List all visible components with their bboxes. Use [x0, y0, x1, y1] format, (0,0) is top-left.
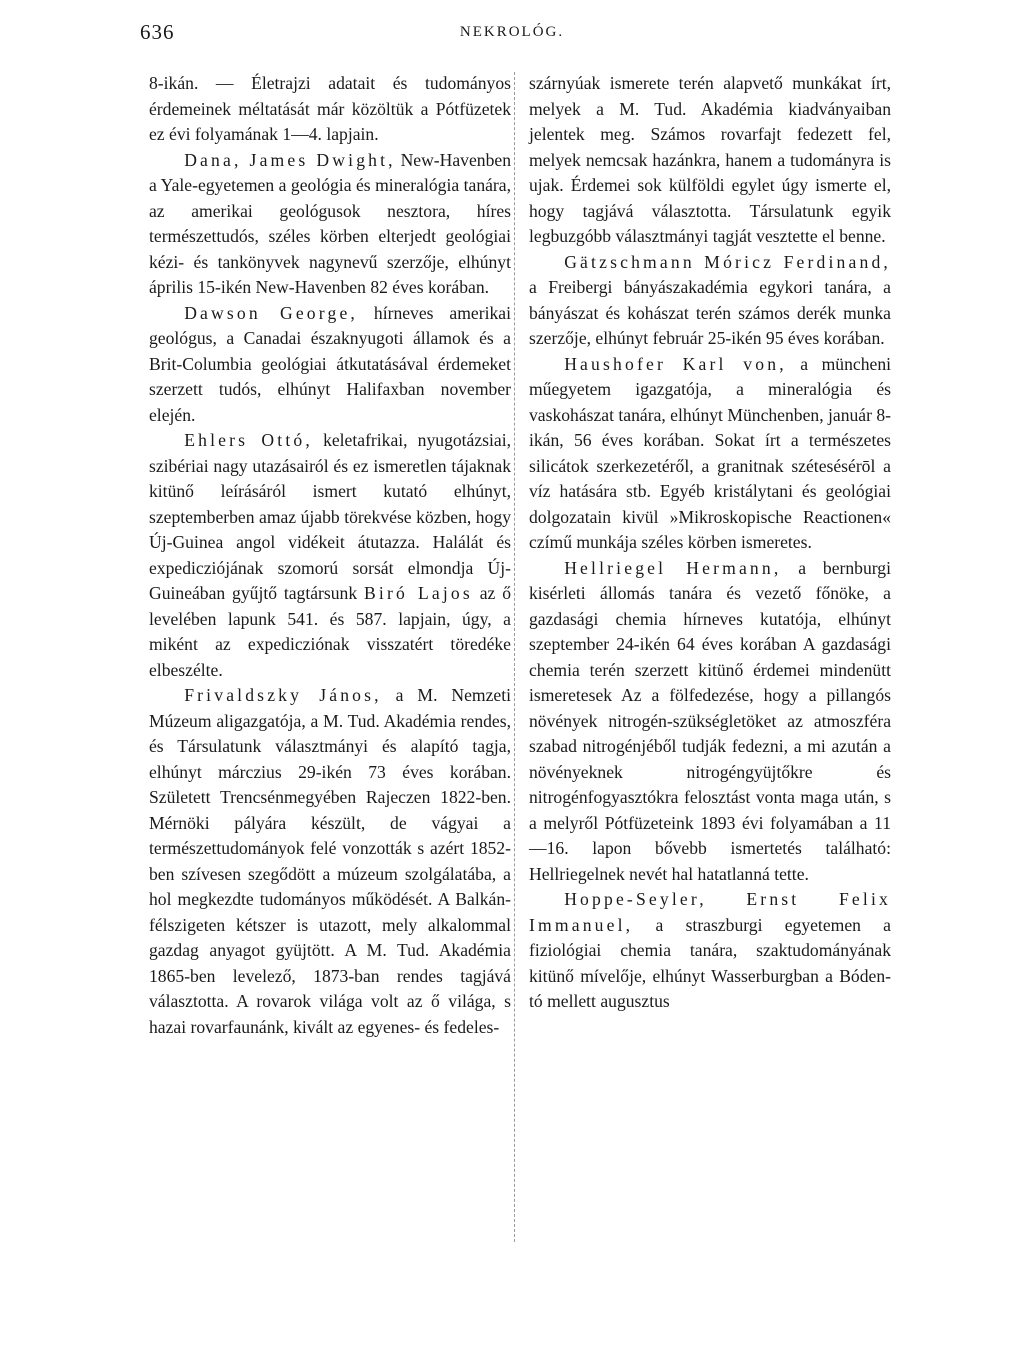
entry-text: a M. Nemzeti Múzeum aligazgatója, a M. Tud. Akadémia rendes, és Társulatunk választmányi és alapító tagja, elhúnyt márczius 29-ikén 73 éves korában. Született Trencsénmegyében Rajeczen 1822-ben. Mérnöki pályára készült, de vágyai a természettudományok felé vonzották s azért 1852-ben szívesen szegődött a múzeum szolgálatába, a hol megkezdte tudományos működését. A Balkán-félszigeten kétszer is utazott, mely alkalommal gazdag anyagot gyüjtött. A M. Tud. Akadémia 1865-ben levelező, 1873-ban rendes tagjává választotta. A rovarok világa volt az ő világa, s hazai rovarfaunánk, kivált az egyenes- és fedeles-: [149, 685, 512, 1037]
entry-text: hírneves amerikai geológus, a Canadai északnyugoti államok és a Brit-Columbia geológiai átkutatásával érdemeket szerzett tudós, elhúnyt Halifaxban november elején.: [149, 302, 511, 425]
entry-text: keletafrikai, nyugotázsiai, szibériai nagy utazásairól és ez ismeretlen tájaknak kitünő leírásáról ismert kutató elhúnyt, szeptemberben amaz újabb törekvése közben, hogy Új-Guinea angol vidékeit átutazza. Halálát és expedicziójának szomorú sorsát elmondja Új-Guineában gyűjtő tagtársunk: [149, 430, 511, 603]
obituary-entry-haushofer: [529, 352, 891, 556]
obituary-entry-dana: [149, 148, 511, 301]
obituary-entry-dawson: [149, 301, 511, 429]
person-name: Ehlers Ottó,: [184, 430, 313, 450]
entry-text: a bernburgi kisérleti állomás tanára és vezető főnöke, a gazdasági chemia hírneves kutatója, elhúnyt szeptember 24-ikén 64 éves korában A gazdasági chemia terén szerzett kitünő érdemei mindenütt ismeretesek Az a fölfedezése, hogy a pillangós növények nitrogén-szükségletöket az atmoszféra szabad nitrogénjéből tudják fedezni, a mi azután a növényeknek nitrogéngyüjtőkre és nitrogénfogyasztókra felosztást vonta maga után, s a melyről Pótfüzeteink 1893 évi folyamában a 11—16. lapon bővebb ismertetés található: Hellriegelnek nevét hal hatatlanná tette.: [529, 557, 891, 884]
obituary-entry-frivaldszky: [149, 683, 511, 1040]
person-name: Dana, James Dwight,: [184, 149, 396, 170]
running-title: NEKROLÓG.: [459, 24, 565, 40]
page-number: 636: [140, 20, 175, 44]
obituary-continuation: szárnyúak ismerete terén alapvető munkákat írt, melyek a M. Tud. Akadémia kiadványaiban jelentek meg. Számos rovarfajt fedezett fel, melyek nemcsak hazánkra, hanem a tudományra is ujak. Érdemei sok külföldi egylet úgy ismerte el, hogy tagjává választotta. Társulatunk egyik legbuzgóbb választmányi tagját vesztette el benne.: [529, 73, 891, 246]
person-name: Dawson George,: [184, 302, 358, 323]
person-name-biro: Biró Lajos: [364, 583, 473, 603]
right-column: [529, 71, 891, 1015]
obituary-entry-hoppe-seyler: [529, 887, 891, 1015]
entry-text: az ő levelében lapunk 541. és 587. lapjain, úgy, a miként az expedicziónak visszatért töredéke elbeszélte.: [149, 583, 511, 680]
obituary-entry-gatzschmann: [529, 250, 891, 352]
entry-text: a Freibergi bányászakadémia egykori tanára, a bányászat és kohászat terén számos derék munka szerzője, elhúnyt február 25-ikén 95 éves korában.: [529, 277, 891, 348]
person-name: Hoppe-Seyler, Ernst Felix Immanuel,: [529, 889, 891, 935]
entry-text: New-Havenben a Yale-egyetemen a geológia és mineralógia tanára, az amerikai geológusok nesztora, híres természettudós, széles körben elterjedt geológiai kézi- és tankönyvek nagynevű szerzője, elhúnyt április 15-ikén New-Havenben 82 éves korában.: [149, 149, 511, 297]
obituary-entry-ehlers: [149, 428, 511, 683]
person-name: Haushofer Karl von,: [564, 353, 787, 374]
left-column: [149, 71, 511, 1040]
entry-text: a müncheni műegyetem igazgatója, a mineralógia és vaskohászat tanára, elhúnyt Münchenben, január 8-ikán, 56 éves korában. Sokat írt a természetes silicátok szerkezetéről, a granitnak szétesésérōl a víz hatására stb. Egyéb kristálytani és geológiai dolgozatain kivül »Mikroskopische Reactionen« czímű munkája széles körben ismeretes.: [529, 353, 892, 552]
person-name: Gätzschmann Móricz Ferdinand,: [564, 251, 891, 272]
column-divider: [514, 72, 515, 1242]
entry-text: a straszburgi egyetemen a fiziológiai chemia tanára, szaktudományának kitünő mívelője, elhúnyt Wasserburgban a Bóden-tó mellett augusztus: [529, 914, 891, 1011]
person-name: Frivaldszky János,: [184, 685, 382, 705]
page-header: [0, 20, 1024, 52]
person-name: Hellriegel Hermann,: [564, 557, 782, 578]
obituary-entry-hellriegel: [529, 556, 891, 888]
obituary-continuation: 8-ikán. — Életrajzi adatait és tudományos érdemeinek méltatását már közöltük a Pótfüzetek ez évi folyamának 1—4. lapjain.: [149, 73, 511, 144]
